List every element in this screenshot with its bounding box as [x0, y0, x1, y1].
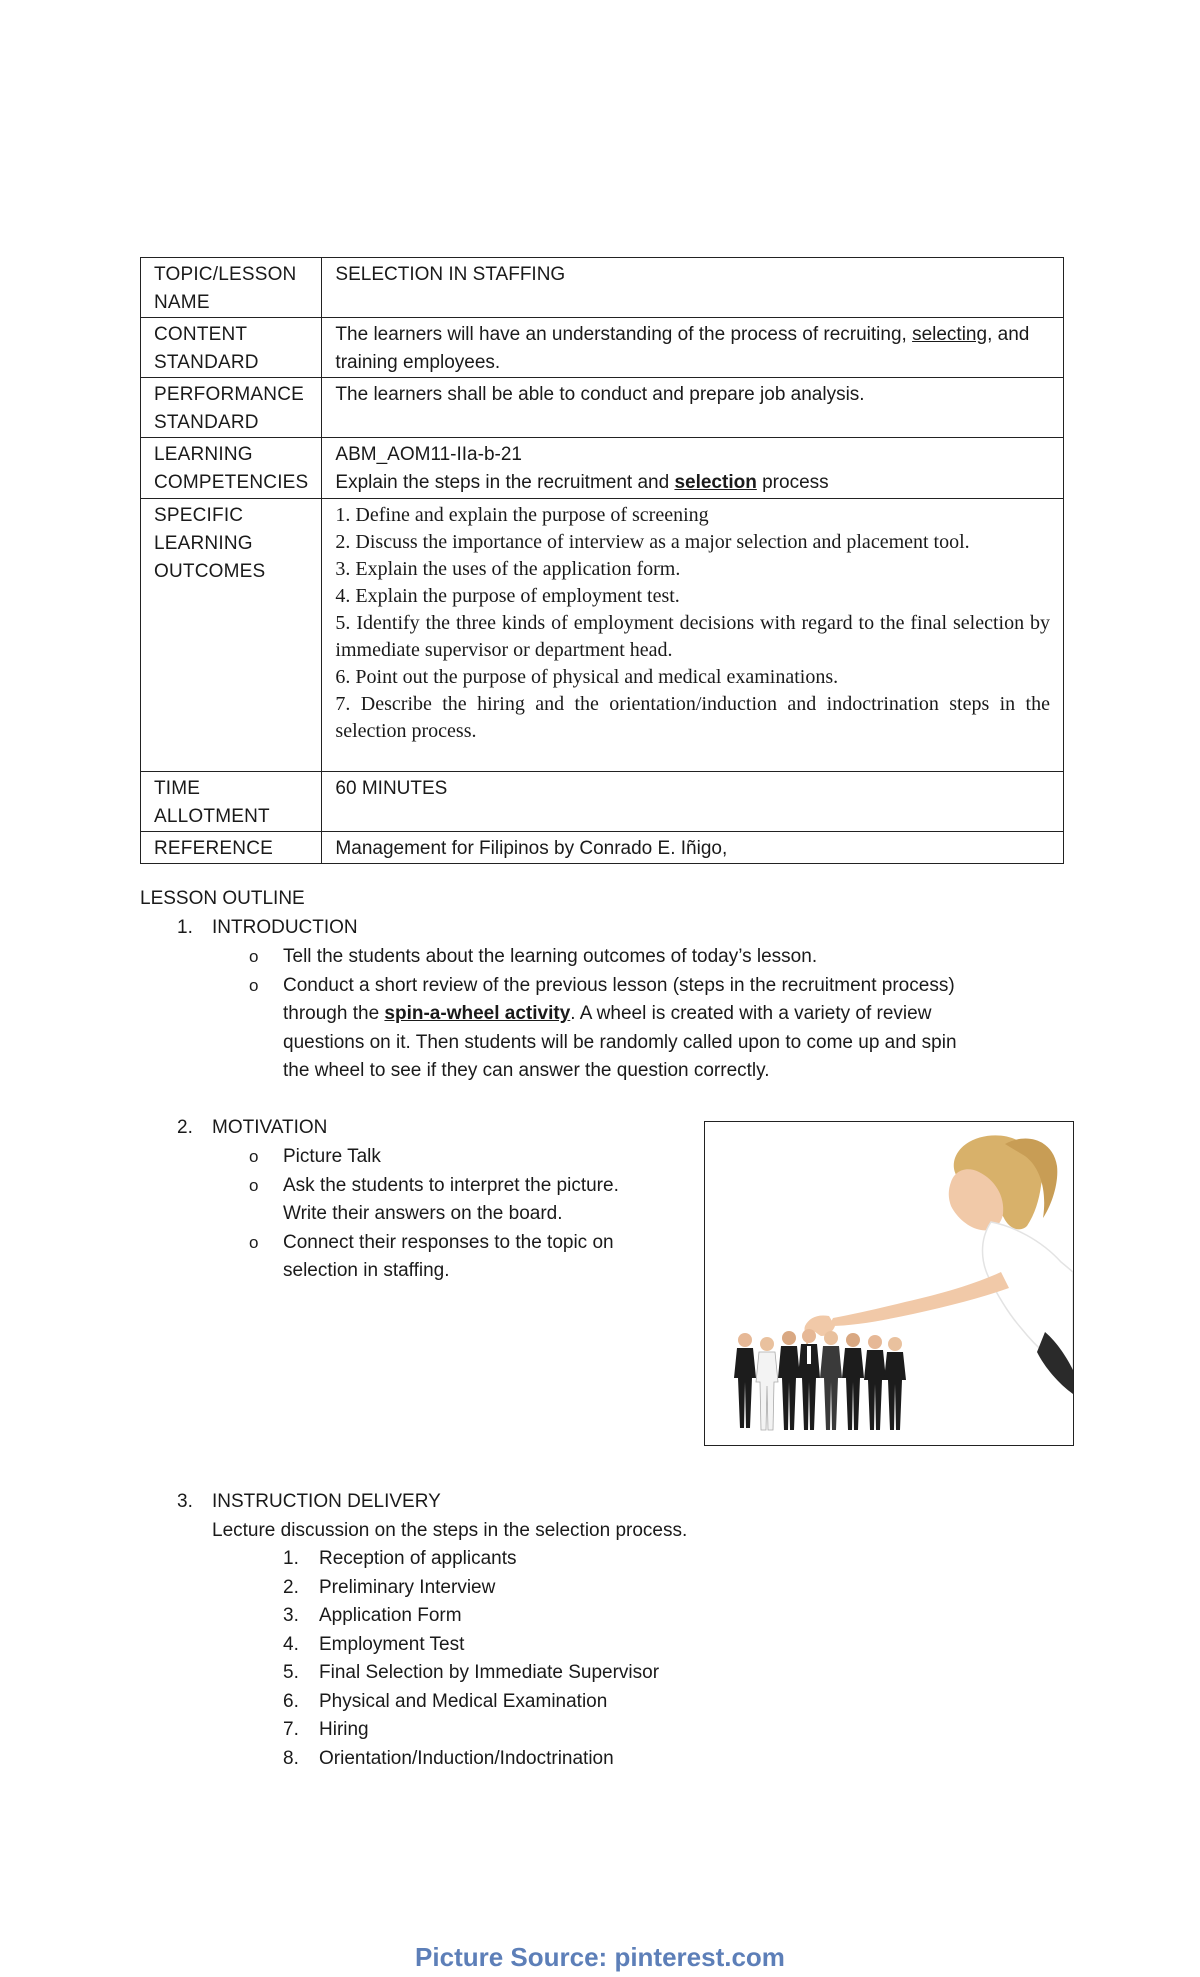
row-value: 60 MINUTES: [322, 772, 1064, 832]
table-row: [141, 438, 1064, 499]
candidates-group: [734, 1329, 906, 1430]
bullet-text: Tell the students about the learning outcomes of today’s lesson.: [283, 946, 818, 967]
section-title: INSTRUCTION DELIVERY: [212, 1491, 441, 1512]
lesson-info-table: [140, 257, 1064, 864]
table-row: [141, 772, 1064, 832]
list-item: 7. Describe the hiring and the orientation/induction and indoctrination steps in the selection process.: [335, 693, 1050, 742]
step-label: Application Form: [319, 1605, 462, 1626]
bullet-text: Picture Talk: [283, 1146, 381, 1167]
value-text: process: [756, 472, 829, 493]
bullet-icon: o: [249, 947, 259, 966]
bullet-icon: o: [249, 1147, 259, 1166]
row-label: TOPIC/LESSON NAME: [141, 258, 322, 318]
step-label: Preliminary Interview: [319, 1577, 496, 1598]
table-row: [141, 318, 1064, 378]
picture-source-caption: Picture Source: pinterest.com: [415, 1942, 785, 1972]
value-text: The learners will have an understanding of the process of recruiting,: [335, 324, 913, 345]
list-item: 3. Explain the uses of the application form.: [335, 558, 681, 580]
table-row: [141, 832, 1064, 864]
bullet-text: [283, 1000, 931, 1029]
row-label: CONTENT STANDARD: [141, 318, 322, 378]
step-label: Final Selection by Immediate Supervisor: [319, 1662, 660, 1683]
step-label: Orientation/Induction/Indoctrination: [319, 1748, 614, 1769]
section-number: 3.: [177, 1491, 193, 1512]
row-label: LEARNING COMPETENCIES: [141, 438, 322, 499]
step-number: 1.: [283, 1548, 299, 1569]
table-row: [141, 378, 1064, 438]
step-label: Reception of applicants: [319, 1548, 517, 1569]
outline-heading: LESSON OUTLINE: [140, 888, 305, 909]
row-value: [322, 438, 1064, 499]
value-text: Explain the steps in the recruitment and: [335, 472, 675, 493]
row-value: [322, 318, 1064, 378]
candidate: [842, 1333, 864, 1430]
list-item: 6. Point out the purpose of physical and medical examinations.: [335, 666, 839, 688]
bullet-icon: o: [249, 976, 259, 995]
section-number: 2.: [177, 1117, 193, 1138]
section-intro: Lecture discussion on the steps in the selection process.: [212, 1520, 688, 1541]
motivation-picture: [704, 1121, 1074, 1446]
woman-arm: [829, 1272, 1009, 1326]
step-label: Employment Test: [319, 1634, 465, 1655]
step-number: 2.: [283, 1577, 299, 1598]
row-label: TIME ALLOTMENT: [141, 772, 322, 832]
bullet-icon: o: [249, 1233, 259, 1252]
step-number: 8.: [283, 1748, 299, 1769]
bullet-icon: o: [249, 1176, 259, 1195]
bullet-text: selection in staffing.: [283, 1260, 450, 1281]
row-value: SELECTION IN STAFFING: [322, 258, 1064, 318]
section-title: MOTIVATION: [212, 1117, 328, 1138]
bullet-text: Ask the students to interpret the picture.: [283, 1175, 619, 1196]
bullet-text-part: through the: [283, 1003, 385, 1024]
list-item: 4. Explain the purpose of employment test.: [335, 585, 680, 607]
candidate: [778, 1331, 800, 1430]
businesswoman-picking-candidate-illustration: [705, 1122, 1073, 1445]
bullet-text-part: . A wheel is created with a variety of review: [570, 1003, 932, 1024]
bullet-text: Connect their responses to the topic on: [283, 1232, 614, 1253]
section-number: 1.: [177, 917, 193, 938]
row-label: REFERENCE: [141, 832, 322, 864]
bold-underlined-phrase: spin-a-wheel activity: [384, 1003, 571, 1024]
list-item: 1. Define and explain the purpose of screening: [335, 504, 709, 526]
step-number: 6.: [283, 1691, 299, 1712]
step-label: Physical and Medical Examination: [319, 1691, 608, 1712]
row-label: PERFORMANCE STANDARD: [141, 378, 322, 438]
underlined-word: selecting: [912, 324, 988, 345]
bullet-text: questions on it. Then students will be randomly called upon to come up and spin: [283, 1032, 957, 1053]
candidate: [798, 1329, 820, 1430]
section-title: INTRODUCTION: [212, 917, 358, 938]
row-value: Management for Filipinos by Conrado E. Iñigo,: [322, 832, 1064, 864]
step-number: 5.: [283, 1662, 299, 1683]
bullet-text: the wheel to see if they can answer the question correctly.: [283, 1060, 770, 1081]
table-row: [141, 258, 1064, 318]
bullet-text: Write their answers on the board.: [283, 1203, 563, 1224]
candidate: [820, 1331, 842, 1430]
row-value: The learners shall be able to conduct and prepare job analysis.: [322, 378, 1064, 438]
competency-code: ABM_AOM11-IIa-b-21: [335, 444, 522, 465]
candidate: [734, 1333, 756, 1428]
row-label: SPECIFIC LEARNING OUTCOMES: [141, 499, 322, 772]
step-label: Hiring: [319, 1719, 369, 1740]
value-text: , and training employees.: [335, 324, 1030, 373]
bold-underlined-word: selection: [674, 472, 757, 493]
candidate: [756, 1337, 778, 1430]
step-number: 4.: [283, 1634, 299, 1655]
candidate: [884, 1337, 906, 1430]
bullet-text: Conduct a short review of the previous lesson (steps in the recruitment process): [283, 975, 955, 996]
list-item: 5. Identify the three kinds of employment decisions with regard to the final selection by immediate supervisor or department head.: [335, 612, 1050, 661]
table-row: [141, 499, 1064, 772]
step-number: 3.: [283, 1605, 299, 1626]
learning-outcomes-list: [322, 499, 1064, 772]
step-number: 7.: [283, 1719, 299, 1740]
candidate: [864, 1335, 886, 1430]
list-item: 2. Discuss the importance of interview as a major selection and placement tool.: [335, 531, 970, 553]
